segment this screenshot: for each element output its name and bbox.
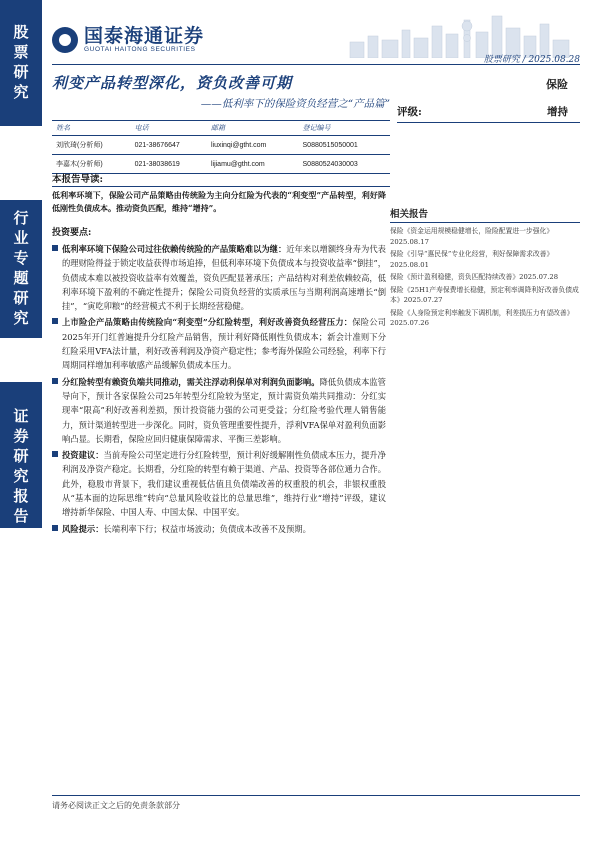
sidebar-block-stock-research: [0, 0, 42, 126]
points-label: 投资要点:: [52, 228, 92, 238]
analyst-name: 李嘉木(分析师): [52, 155, 131, 174]
disclaimer-note: 请务必阅读正文之后的免责条款部分: [52, 801, 180, 810]
investment-points: [62, 242, 386, 538]
sidebar: [0, 0, 42, 841]
related-report-item[interactable]: 保险《25H1产寿保费增长稳健，预定利率调降利好改善负债成本》2025.07.27: [390, 285, 579, 304]
category-date: 股票研究 / 2025.08.28: [483, 55, 580, 65]
analyst-name: 刘欣琦(分析师): [52, 136, 131, 155]
list-item: [62, 242, 386, 313]
sidebar-block-securities-report: [0, 382, 42, 528]
point-heading: 投资建议：: [62, 450, 104, 461]
related-report-item[interactable]: 保险《人身险预定利率触发下调机制，利差损压力有望改善》2025.07.26: [390, 308, 574, 327]
related-report-item[interactable]: 保险《资金运用规模稳健增长，险险配置进一步强化》2025.08.17: [390, 227, 554, 246]
rating-value: 增持: [547, 106, 568, 118]
header-email: 邮箱: [207, 121, 299, 136]
point-heading: 上市险企产品策略由传统险向“利变型”分红险转型，利好改善资负经营压力：: [62, 317, 353, 328]
analyst-phone: 021-38676647: [131, 136, 207, 155]
square-bullet-icon: [52, 451, 58, 457]
list-item: [62, 522, 386, 536]
square-bullet-icon: [52, 378, 58, 384]
square-bullet-icon: [52, 525, 58, 531]
table-row: [52, 136, 390, 155]
rating-label: 评级:: [397, 106, 422, 118]
list-item: [62, 375, 386, 446]
header-registration: 登记编号: [299, 121, 390, 136]
point-body: 近年来以增额终身寿为代表的理财险得益于锁定收益获得市场追捧，但低利率环境下负债成本与投资收益率“倒挂”，负债成本难以被投资收益率有效覆盖，资负匹配显著承压；产品结构对利差依赖较高，低利率环境下盈利的不确定性提升；保险公司资负经营的实质承压与当期利润高速增长“倒挂”，“寅吃卯粮”的经营模式不利于长期经营稳健。: [62, 244, 386, 312]
logo-text-en: GUOTAI HAITONG SECURITIES: [84, 46, 196, 53]
list-item: [62, 315, 386, 372]
related-report-item[interactable]: 保险《预计盈利稳健，资负匹配持续改善》2025.07.28: [390, 273, 559, 281]
analyst-registration: S0880524030003: [299, 155, 390, 174]
guide-divider: [52, 186, 390, 187]
analyst-registration: S0880515050001: [299, 136, 390, 155]
logo-mark-icon: [52, 27, 78, 53]
related-reports-label: 相关报告: [390, 209, 429, 220]
list-item: [62, 448, 386, 519]
logo-text-cn: 国泰海通证券: [84, 25, 205, 47]
header-phone: 电话: [131, 121, 207, 136]
guide-label: 本报告导读:: [52, 174, 104, 185]
related-report-item[interactable]: 保险《引导“惠民保”专业化经营，利好保障需求改善》2025.08.01: [390, 250, 554, 269]
rating-divider: [397, 122, 580, 123]
related-divider: [390, 222, 580, 223]
sidebar-block-industry-research: [0, 200, 42, 338]
company-logo: [52, 26, 204, 53]
point-body: 当前寿险公司坚定进行分红险转型，预计利好缓解刚性负债成本压力，提升净利润及净资产稳定。长期看，分红险的转型有赖于渠道、产品、投资等各部位通力合作。此外，稳股市背景下，我们建议重视低估值且负债端改善的权重股的机会，非银权重股从“基本面的边际思维”转向“总量风险收益比的总量思维”，维持行业“增持”评级，建议增持新华保险、中国人寿、中国太保、中国平安。: [62, 450, 386, 518]
analyst-email[interactable]: liuxinqi@gtht.com: [207, 136, 299, 155]
analyst-phone: 021-38038619: [131, 155, 207, 174]
header-name: 姓名: [52, 121, 131, 136]
point-body: 降低负债成本监管导向下，预计各家保险公司25年转型分红险较为坚定，预计需资负端共同推动：分红实现率“限高”利好改善利差损，预计投资能力强的公司更受益；分红险考验代理人销售能力，预计渠道转型进一步深化。同时，资负管理重要性提升，浮利VFA保单对盈利负面影响凸显。长期看，保险应回归健康保障需求、平衡三差影响。: [62, 376, 387, 444]
table-header-row: [52, 121, 390, 136]
square-bullet-icon: [52, 245, 58, 251]
header-divider: [52, 64, 580, 65]
point-heading: 风险提示：: [62, 523, 104, 534]
report-intro: 低利率环境下，保险公司产品策略由传统险为主向分红险为代表的“利变型”产品转型，利好降低刚性负债成本。推动资负匹配，维持“增持”。: [52, 190, 386, 213]
point-heading: 低利率环境下保险公司过往依赖传统险的产品策略难以为继：: [62, 244, 287, 254]
report-title: 利变产品转型深化，资负改善可期: [52, 74, 293, 92]
sidebar-text: 证券研究报告: [13, 407, 29, 525]
footer-divider: [52, 795, 580, 796]
sidebar-text: 行业专题研究: [13, 209, 29, 327]
point-heading: 分红险转型有赖资负端共同推动，需关注浮动利保单对利润负面影响。: [62, 376, 320, 387]
point-body: 保险公司2025年开门红普遍提升分红险产品销售，预计利好降低刚性负债成本；新会计准则下分红险采用VFA法计量，利好改善利润及净资产稳定性；参考海外保险公司经验，利率下行周期同样增加利率敏感产品缓解负债成本压力。: [62, 317, 387, 371]
analyst-table: [52, 120, 390, 174]
report-subtitle: ——低利率下的保险资负经营之“产品篇”: [200, 98, 390, 110]
point-body: 长端利率下行；权益市场波动；负债成本改善不及预期。: [103, 523, 311, 534]
analyst-email[interactable]: lijiamu@gtht.com: [207, 155, 299, 174]
sidebar-text: 股票研究: [13, 23, 29, 101]
industry-name: 保险: [546, 78, 568, 91]
related-reports-list: [390, 226, 580, 331]
square-bullet-icon: [52, 318, 58, 324]
